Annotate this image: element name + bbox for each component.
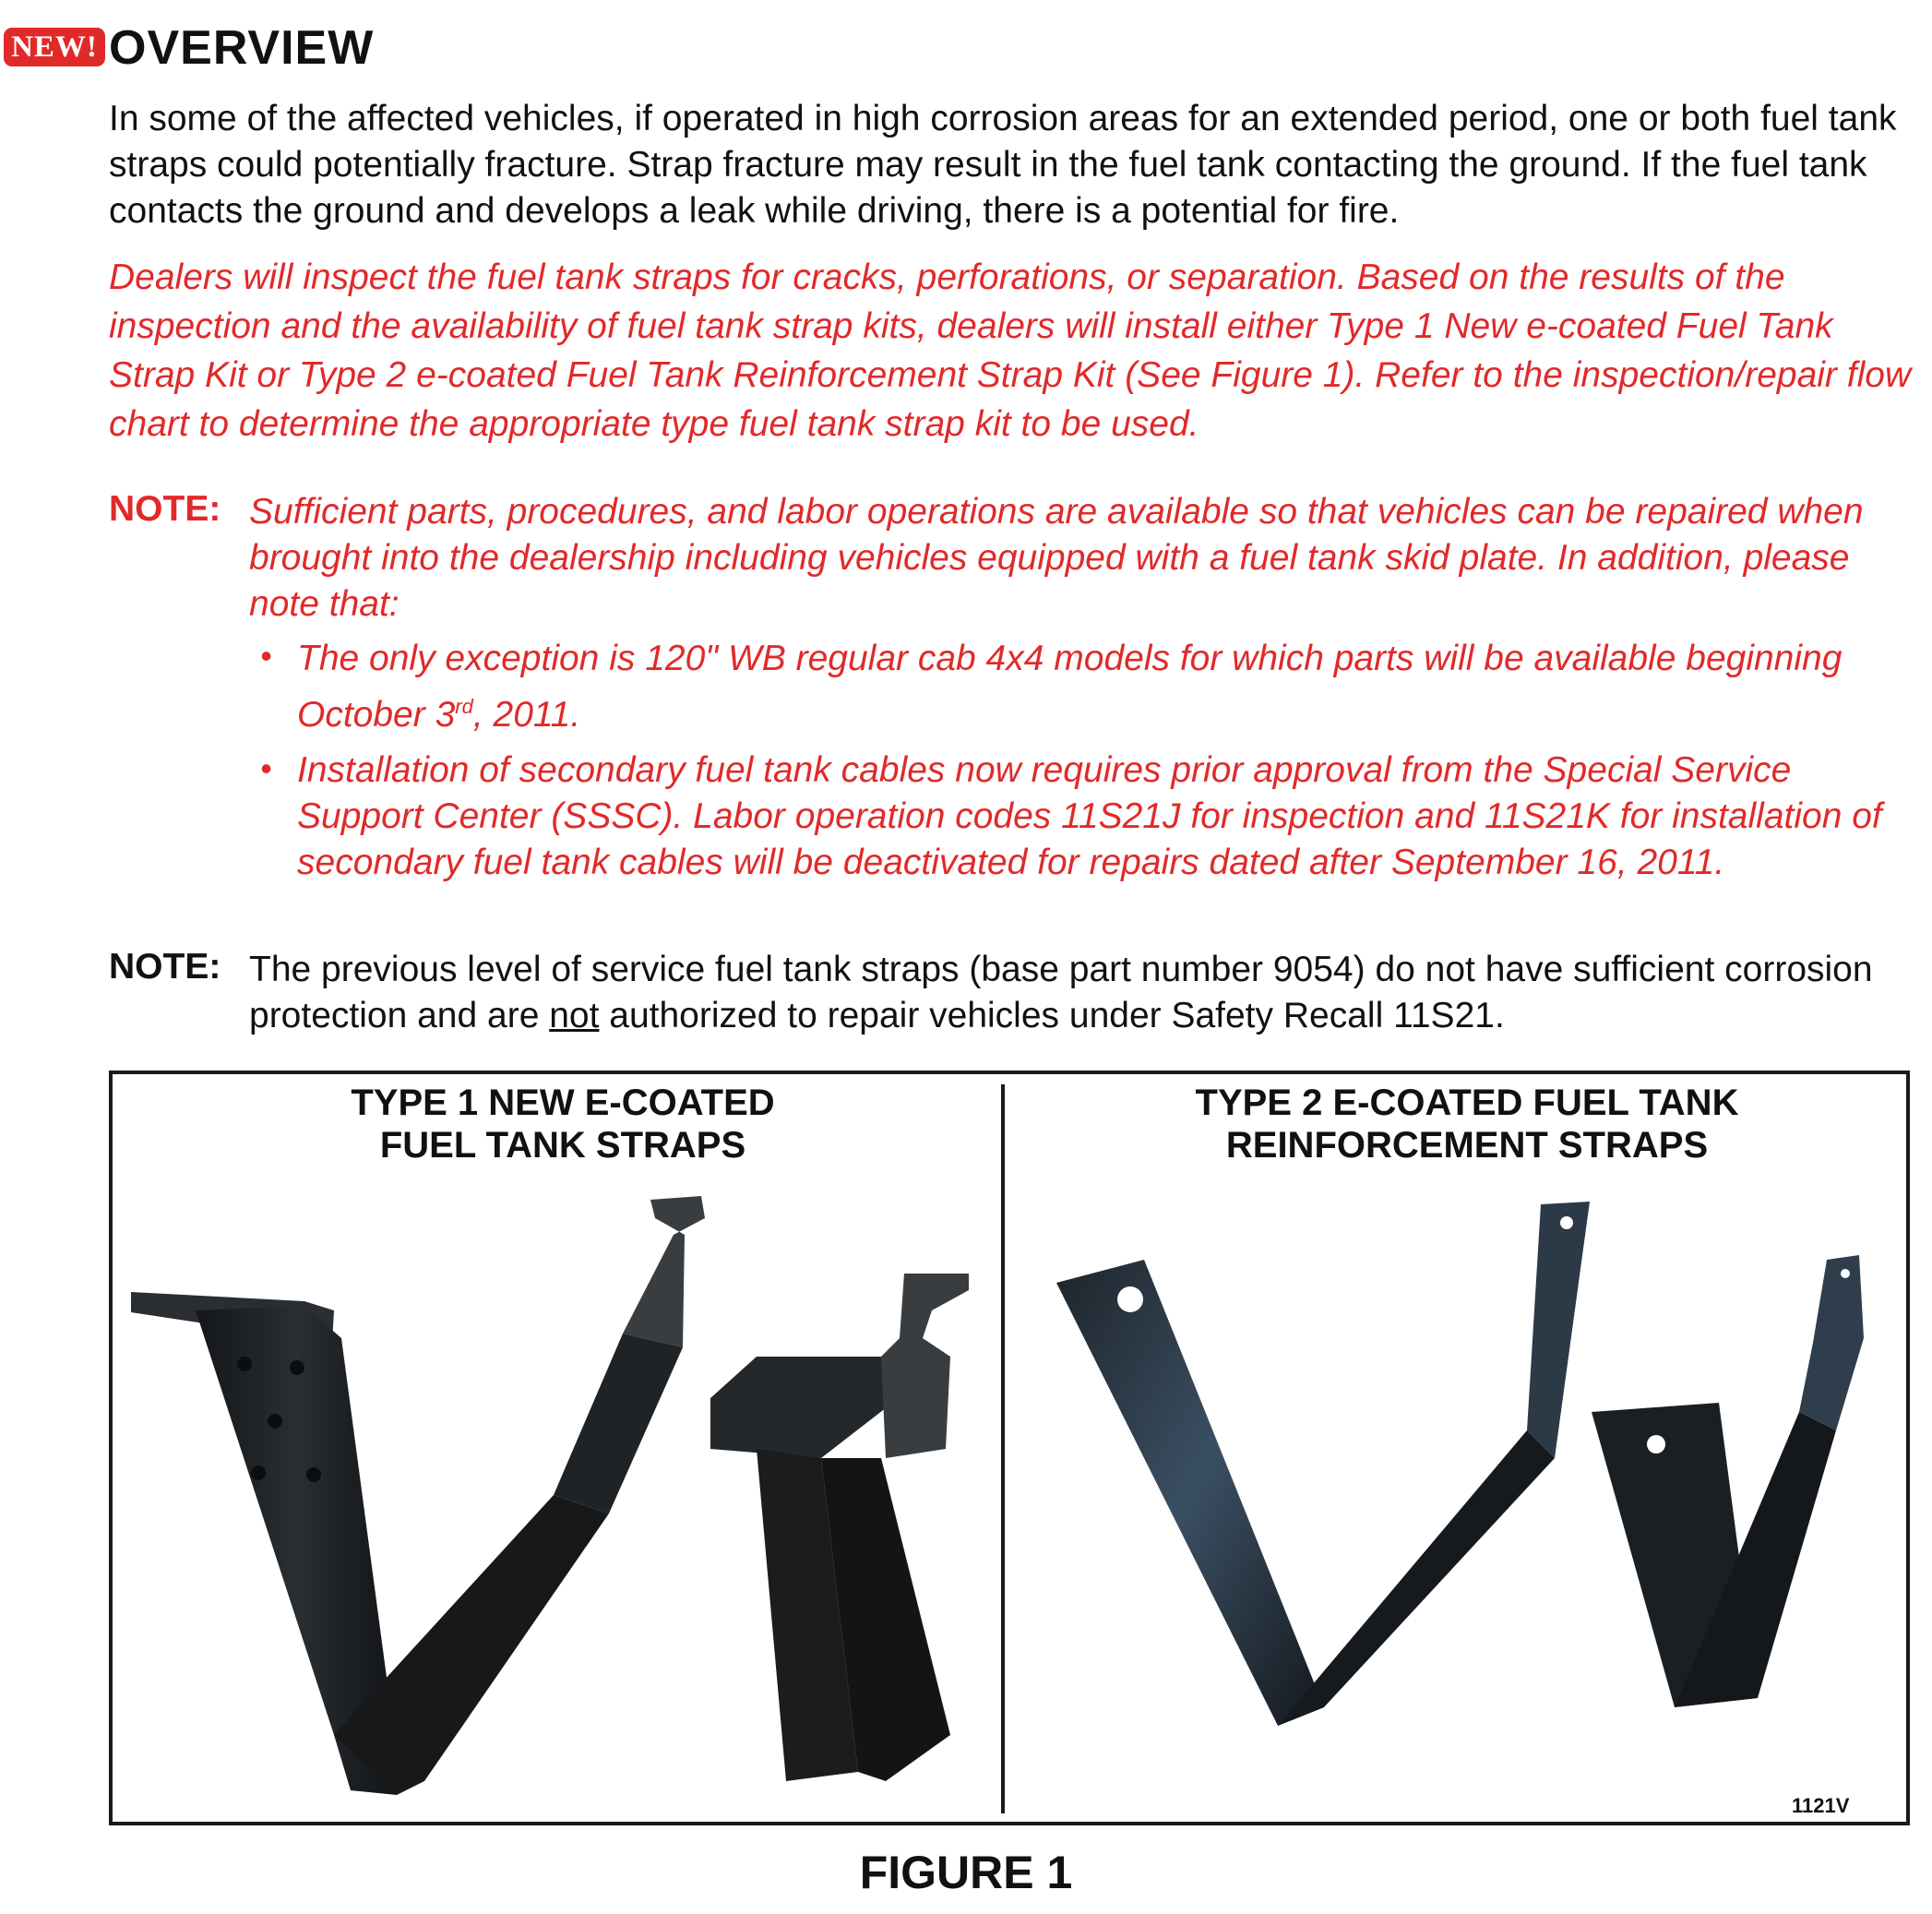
bullet-1-text: The only exception is 120" WB regular cab 4x4 models for which parts will be available beginning October 3 [297, 639, 1843, 735]
type-1-small-strap [710, 1274, 969, 1781]
bullet-dot: • [260, 637, 272, 675]
type-2-caption [1052, 1082, 1882, 1166]
note-2-text-end: authorized to repair vehicles under Safety Recall 11S21. [599, 996, 1505, 1035]
note-2-body [249, 947, 1910, 1039]
bullet-1-superscript: rd [455, 695, 473, 718]
note-1-body: Sufficient parts, procedures, and labor operations are available so that vehicles can be repaired when brought into the dealership including vehicles equipped with a fuel tank skid plate. In addition, please note that: [249, 492, 1864, 624]
type-1-straps-illustration [120, 1181, 987, 1818]
figure-divider [1001, 1084, 1005, 1813]
type-2-caption-line-2: REINFORCEMENT STRAPS [1225, 1125, 1709, 1166]
type-2-small-strap [1592, 1255, 1864, 1707]
type-1-caption [185, 1082, 941, 1166]
overview-paragraph: In some of the affected vehicles, if operated in high corrosion areas for an extended period, one or both fuel tank straps could potentially fracture. Strap fracture may result in the fuel tank contacting the ground. If the fuel tank contacts the ground and develops a leak while driving, there is a potential for fire. [109, 99, 1897, 231]
note-2-label: NOTE: [109, 947, 221, 987]
note-1-label: NOTE: [109, 489, 221, 529]
bullet-1-text-end: , 2011. [472, 695, 581, 735]
type-1-caption-line-1: TYPE 1 NEW E-COATED [351, 1083, 775, 1123]
type-2-caption-line-1: TYPE 2 E-COATED FUEL TANK [1195, 1083, 1739, 1123]
type-1-large-strap [131, 1196, 705, 1795]
type-2-straps-illustration [1010, 1181, 1901, 1809]
figure-id: 1121V [1792, 1794, 1850, 1817]
note-1-bullet-1 [297, 635, 1884, 739]
new-badge: NEW! [4, 28, 105, 66]
section-heading: OVERVIEW [109, 21, 375, 75]
note-1-bullet-2: Installation of secondary fuel tank cables now requires prior approval from the Special Service Support Center (SSSC). Labor operation codes 11S21J for inspection and 11S21K for installation of secondary fuel tank cables will be deactivated for repairs dated after September 16, 2011. [297, 750, 1882, 882]
note-2-text: The previous level of service fuel tank straps (base part number 9054) do not have sufficient corrosion protection and are [249, 950, 1873, 1035]
dealer-instructions-paragraph: Dealers will inspect the fuel tank straps for cracks, perforations, or separation. Based on the results of the inspection and the availability of fuel tank strap kits, dealers will install either Type 1 New e-coated Fuel Tank Strap Kit or Type 2 e-coated Fuel Tank Reinforcement Strap Kit (See Figure 1). Refer to the inspection/repair flow chart to determine the appropriate type fuel tank strap kit to be used. [109, 257, 1912, 444]
bullet-dot: • [260, 749, 272, 787]
note-2-underlined-word: not [549, 996, 600, 1035]
type-2-large-strap [1056, 1202, 1590, 1726]
figure-title: FIGURE 1 [859, 1847, 1073, 1898]
type-1-caption-line-2: FUEL TANK STRAPS [379, 1125, 746, 1166]
